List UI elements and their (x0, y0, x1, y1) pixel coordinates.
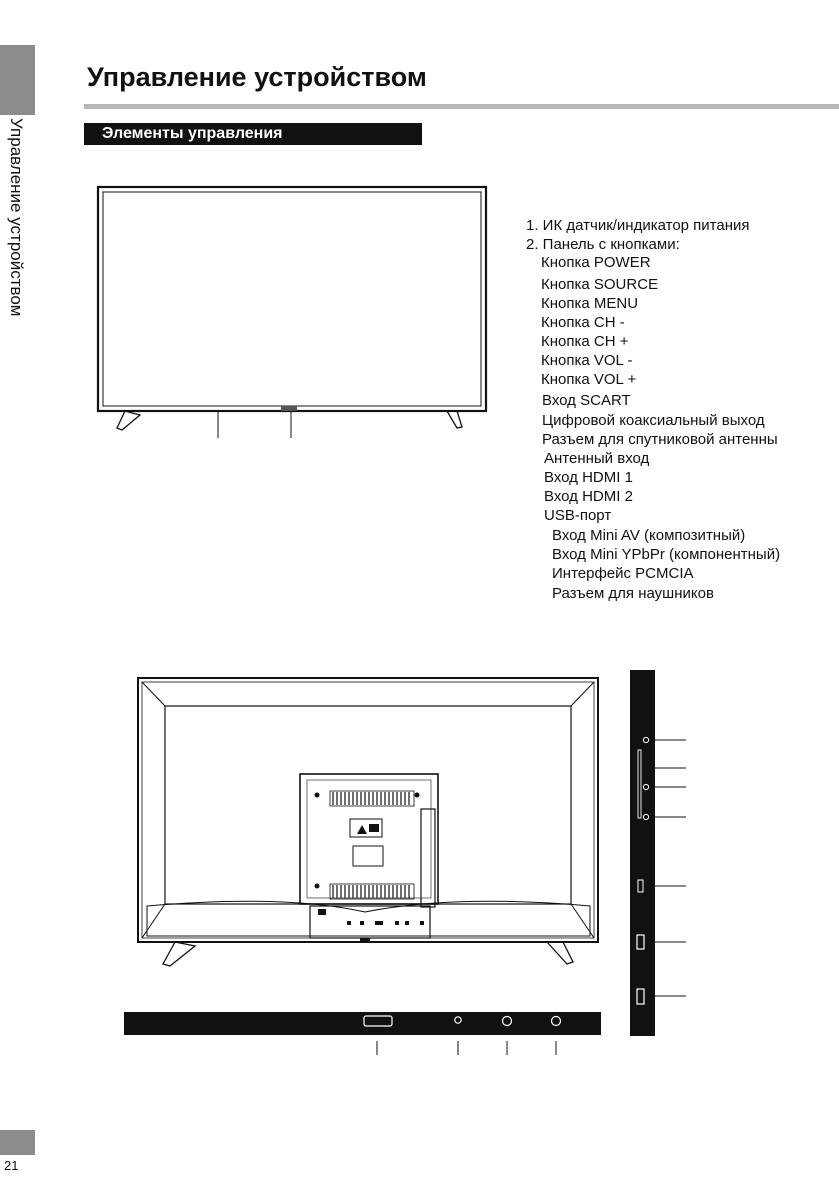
section-heading: Элементы управления (84, 123, 422, 145)
legend-connector-item: Антенный вход (544, 450, 650, 467)
tv-rear-stand-left (163, 942, 195, 966)
legend-button-item: Кнопка CH - (541, 314, 625, 331)
bottom-connector-panel (124, 1010, 604, 1058)
legend-button-item: Кнопка SOURCE (541, 276, 659, 293)
side-tab-block (0, 45, 35, 115)
rating-label (353, 846, 383, 866)
legend-connector-item: Вход Mini YPbPr (компонентный) (552, 546, 781, 563)
legend-button-item: Кнопка VOL + (541, 371, 637, 388)
legend-connector-item: Вход Mini AV (композитный) (552, 527, 746, 544)
legend-connector-item: Цифровой коаксиальный выход (542, 412, 765, 429)
tv-front-illustration (95, 183, 495, 443)
legend-connector-item: Разъем для наушников (552, 585, 714, 602)
tv-front-bezel (98, 187, 486, 411)
legend-connector-item: USB-порт (544, 507, 612, 524)
legend-connector-item: Разъем для спутниковой антенны (542, 431, 778, 448)
legend-connector-item: Вход SCART (542, 392, 631, 409)
side-chapter-text: Управление устройством (7, 118, 26, 317)
legend-button-item: Кнопка CH + (541, 333, 629, 350)
title-divider (84, 104, 839, 109)
side-connector-panel (628, 668, 690, 1038)
tv-rear-inner-panel (165, 706, 571, 904)
tv-front-screen (103, 192, 481, 406)
footer-tab-block (0, 1130, 35, 1155)
tv-rear-illustration (135, 674, 605, 974)
legend-item-1: 1. ИК датчик/индикатор питания (526, 217, 750, 234)
legend-button-item: Кнопка POWER (541, 254, 651, 271)
page-title: Управление устройством (87, 62, 427, 92)
legend-button-item: Кнопка VOL - (541, 352, 633, 369)
legend-item-2: 2. Панель с кнопками: (526, 236, 680, 253)
page-number: 21 (4, 1158, 19, 1173)
side-chapter-label (2, 118, 32, 368)
tv-rear-stand-right (547, 942, 573, 964)
tv-front-stand-right (447, 411, 462, 428)
legend-connector-item: Вход HDMI 1 (544, 469, 633, 486)
tv-front-stand-left (117, 411, 140, 430)
legend-connector-item: Интерфейс PCMCIA (552, 565, 694, 582)
legend-connector-item: Вход HDMI 2 (544, 488, 633, 505)
legend-button-item: Кнопка MENU (541, 295, 639, 312)
